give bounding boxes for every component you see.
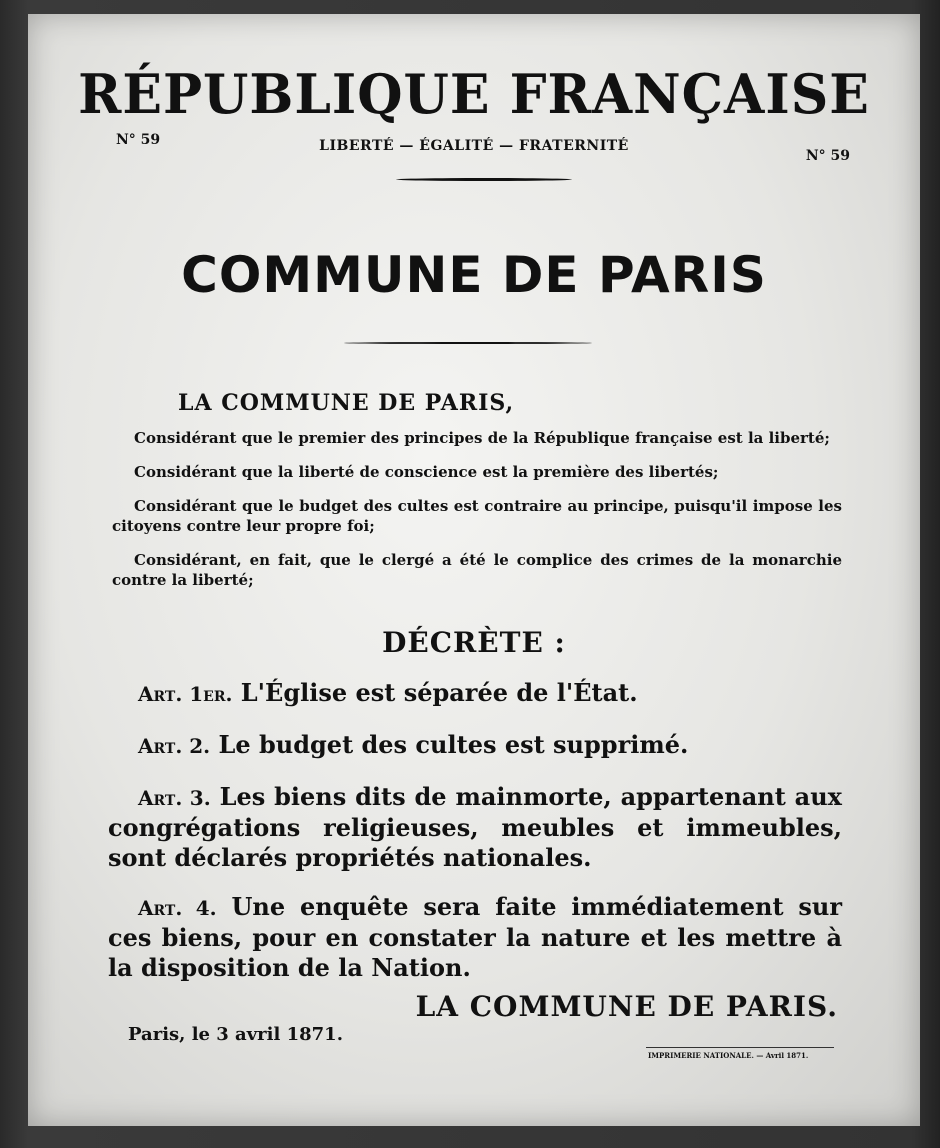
printer-imprint: IMPRIMERIE NATIONALE. — Avril 1871. [648,1051,809,1060]
considerant-3 [112,496,842,536]
motto: LIBERTÉ — ÉGALITÉ — FRATERNITÉ [319,138,629,154]
header-title: RÉPUBLIQUE FRANÇAISE [78,62,870,127]
article-label: Art. 4. [138,896,217,920]
article-text: Une enquête sera faite immédiatement sur ces biens, pour en constater la nature et les mettre à la disposition de la Nation. [108,892,842,982]
number-left: N° 59 [116,132,161,148]
article-label: Art. 2. [138,734,211,758]
considerant-text: Considérant que le budget des cultes est contraire au principe, puisqu'il impose les citoyens contre leur propre foi; [112,497,842,535]
ornamental-rule [344,342,592,344]
article-1 [108,678,842,709]
considerant-4 [112,550,842,590]
poster [28,14,920,1126]
number-right: N° 59 [805,148,850,164]
printer-rule [646,1047,834,1048]
article-label: Art. 1er. [138,682,233,706]
article-text: L'Église est séparée de l'État. [240,678,638,707]
article-label: Art. 3. [138,786,211,810]
considerant-text: Considérant, en fait, que le clergé a été le complice des crimes de la monarchie contre la liberté; [112,551,842,589]
intro-line: LA COMMUNE DE PARIS, [178,390,515,416]
commune-title: COMMUNE DE PARIS [181,246,767,304]
signature: LA COMMUNE DE PARIS. [415,990,838,1023]
ornamental-rule [396,178,572,181]
article-text: Les biens dits de mainmorte, appartenant aux congrégations religieuses, meubles et immeubles, sont déclarés propriétés nationales. [108,782,842,872]
date-line: Paris, le 3 avril 1871. [128,1024,343,1045]
considerant-1 [112,428,842,448]
considerant-text: Considérant que la liberté de conscience est la première des libertés; [134,463,719,481]
considerant-2 [112,462,842,482]
article-3 [108,782,842,873]
article-4 [108,892,842,983]
considerant-text: Considérant que le premier des principes de la République française est la liberté; [134,429,830,447]
decrete-heading: DÉCRÈTE : [382,626,566,659]
article-text: Le budget des cultes est supprimé. [218,730,689,759]
article-2 [108,730,842,761]
